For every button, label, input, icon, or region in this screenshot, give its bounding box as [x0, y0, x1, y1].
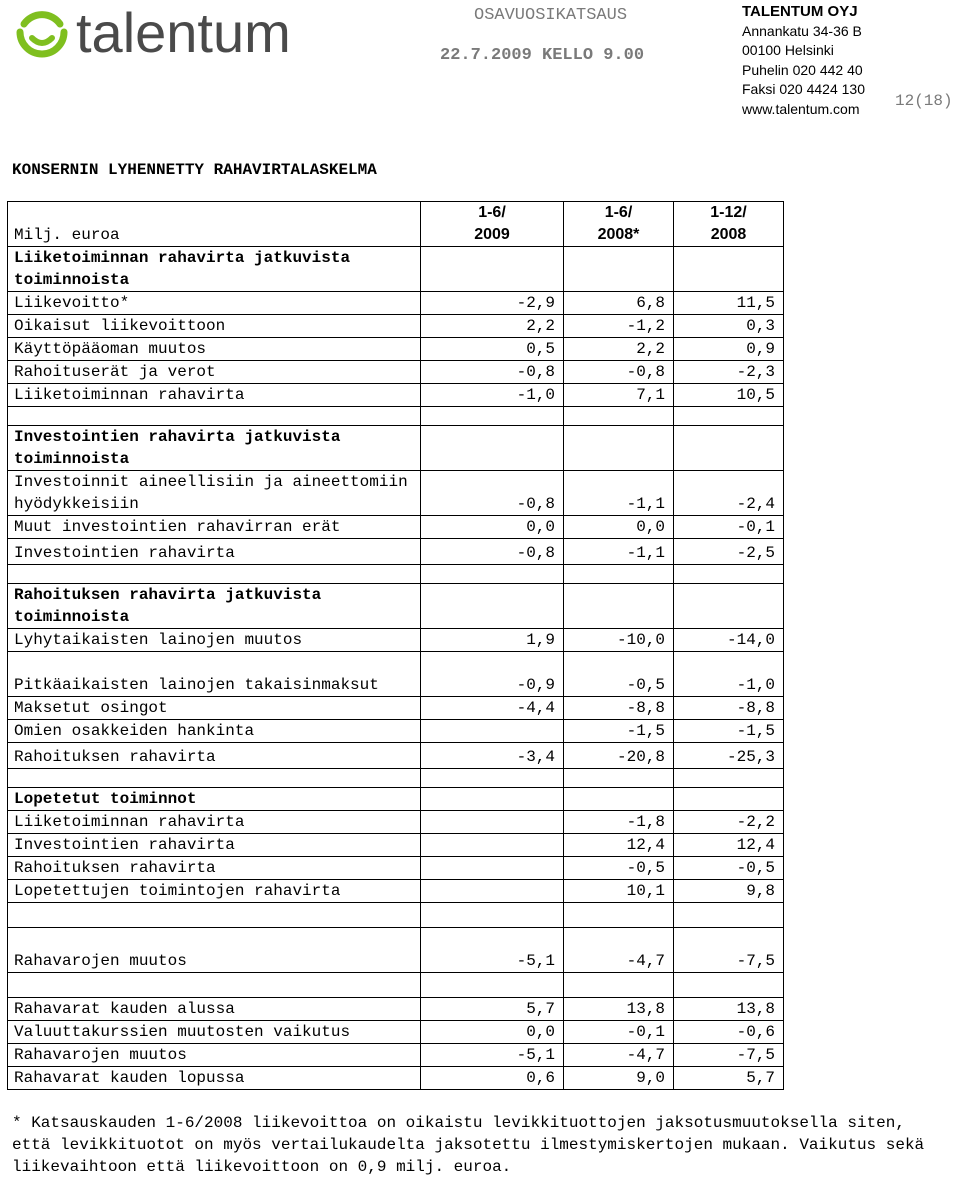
- value-cell: -2,5: [674, 539, 784, 565]
- value-cell: -14,0: [674, 629, 784, 652]
- table-row: [8, 652, 784, 697]
- value-cell: -5,1: [421, 1044, 564, 1067]
- section-heading: Lopetetut toiminnot: [8, 788, 421, 811]
- value-cell: -2,3: [674, 361, 784, 384]
- company-name: TALENTUM OYJ: [742, 3, 858, 20]
- value-cell: [564, 788, 674, 811]
- spacer-cell: [8, 769, 421, 788]
- value-cell: -2,9: [421, 292, 564, 315]
- value-cell: -20,8: [564, 743, 674, 769]
- spacer-cell: [564, 769, 674, 788]
- company-web: www.talentum.com: [742, 100, 860, 117]
- row-label: Investointien rahavirta: [8, 834, 421, 857]
- row-label: Oikaisut liikevoittoon: [8, 315, 421, 338]
- value-cell: -4,4: [421, 697, 564, 720]
- value-cell: 9,0: [564, 1067, 674, 1090]
- value-cell: 5,7: [421, 998, 564, 1021]
- unit-label: Milj. euroa: [8, 202, 421, 247]
- table-row: [8, 247, 784, 292]
- company-postcode: 00100 Helsinki: [742, 42, 834, 58]
- table-row: [8, 697, 784, 720]
- value-cell: 2,2: [564, 338, 674, 361]
- value-cell: -4,7: [564, 928, 674, 973]
- value-cell: [421, 880, 564, 903]
- company-address: Annankatu 34-36 B: [742, 22, 862, 39]
- row-label: Rahavarat kauden lopussa: [8, 1067, 421, 1090]
- spacer-cell: [8, 973, 421, 998]
- table-row: [8, 857, 784, 880]
- table-row: [8, 834, 784, 857]
- row-label: Käyttöpääoman muutos: [8, 338, 421, 361]
- value-cell: -0,6: [674, 1021, 784, 1044]
- table-row: [8, 720, 784, 743]
- table-row: [8, 743, 784, 769]
- table-row: [8, 516, 784, 539]
- value-cell: -1,5: [674, 720, 784, 743]
- table-row: [8, 1021, 784, 1044]
- spacer-cell: [674, 407, 784, 426]
- talentum-logo: [12, 2, 372, 64]
- table-row: [8, 998, 784, 1021]
- value-cell: [564, 426, 674, 471]
- value-cell: 0,0: [421, 516, 564, 539]
- value-cell: -0,8: [421, 539, 564, 565]
- value-cell: -1,8: [564, 811, 674, 834]
- value-cell: [564, 584, 674, 629]
- page-title: KONSERNIN LYHENNETTY RAHAVIRTALASKELMA: [12, 161, 377, 179]
- spacer-cell: [8, 903, 421, 928]
- value-cell: 0,0: [421, 1021, 564, 1044]
- table-row: [8, 629, 784, 652]
- table-row: [8, 880, 784, 903]
- spacer-cell: [674, 973, 784, 998]
- value-cell: 10,5: [674, 384, 784, 407]
- value-cell: 13,8: [564, 998, 674, 1021]
- value-cell: -0,5: [564, 652, 674, 697]
- value-cell: 6,8: [564, 292, 674, 315]
- value-cell: -1,1: [564, 471, 674, 516]
- logo-wordmark: talentum: [76, 2, 291, 64]
- company-info: [742, 2, 865, 119]
- section-heading: Rahoituksen rahavirta jatkuvista toiminnoista: [8, 584, 421, 629]
- value-cell: -0,8: [564, 361, 674, 384]
- spacer-cell: [564, 407, 674, 426]
- value-cell: [674, 426, 784, 471]
- row-label: Rahavarat kauden alussa: [8, 998, 421, 1021]
- value-cell: -1,0: [674, 652, 784, 697]
- value-cell: 0,9: [674, 338, 784, 361]
- table-row: [8, 811, 784, 834]
- table-row: [8, 384, 784, 407]
- value-cell: -0,1: [674, 516, 784, 539]
- value-cell: 1,9: [421, 629, 564, 652]
- value-cell: -4,7: [564, 1044, 674, 1067]
- value-cell: [421, 426, 564, 471]
- logo-mark-icon: [20, 15, 64, 54]
- value-cell: [421, 811, 564, 834]
- value-cell: [564, 247, 674, 292]
- value-cell: -0,5: [674, 857, 784, 880]
- row-label: Pitkäaikaisten lainojen takaisinmaksut: [8, 652, 421, 697]
- value-cell: [674, 584, 784, 629]
- spacer-cell: [421, 769, 564, 788]
- row-label: Liikevoitto*: [8, 292, 421, 315]
- row-label: Maksetut osingot: [8, 697, 421, 720]
- value-cell: -8,8: [674, 697, 784, 720]
- table-row: [8, 1067, 784, 1090]
- column-header: 1-6/ 2008*: [564, 202, 674, 247]
- row-label: Lyhytaikaisten lainojen muutos: [8, 629, 421, 652]
- table-row: [8, 788, 784, 811]
- value-cell: -1,0: [421, 384, 564, 407]
- page-number: 12(18): [895, 92, 953, 110]
- value-cell: [421, 247, 564, 292]
- row-label: Omien osakkeiden hankinta: [8, 720, 421, 743]
- value-cell: [421, 857, 564, 880]
- table-row: [8, 539, 784, 565]
- column-header: 1-6/ 2009: [421, 202, 564, 247]
- table-row: [8, 471, 784, 516]
- spacer-cell: [8, 565, 421, 584]
- spacer-cell: [421, 407, 564, 426]
- value-cell: 10,1: [564, 880, 674, 903]
- value-cell: 11,5: [674, 292, 784, 315]
- value-cell: 0,0: [564, 516, 674, 539]
- value-cell: 12,4: [674, 834, 784, 857]
- spacer-row: [8, 565, 784, 584]
- spacer-cell: [421, 973, 564, 998]
- value-cell: -25,3: [674, 743, 784, 769]
- cash-flow-table: [7, 201, 784, 1090]
- row-label: Lopetettujen toimintojen rahavirta: [8, 880, 421, 903]
- value-cell: -0,8: [421, 361, 564, 384]
- value-cell: [421, 720, 564, 743]
- row-label: Rahoituksen rahavirta: [8, 743, 421, 769]
- table-row: [8, 292, 784, 315]
- table-row: [8, 338, 784, 361]
- table-row: [8, 1044, 784, 1067]
- value-cell: 7,1: [564, 384, 674, 407]
- value-cell: 12,4: [564, 834, 674, 857]
- report-type: OSAVUOSIKATSAUS: [474, 6, 628, 25]
- value-cell: -0,1: [564, 1021, 674, 1044]
- value-cell: 0,6: [421, 1067, 564, 1090]
- table-header-row: [8, 202, 784, 247]
- value-cell: -1,1: [564, 539, 674, 565]
- row-label: Rahavarojen muutos: [8, 1044, 421, 1067]
- spacer-row: [8, 769, 784, 788]
- report-date-time: 22.7.2009 KELLO 9.00: [440, 46, 645, 65]
- row-label: Liiketoiminnan rahavirta: [8, 384, 421, 407]
- row-label: Rahavarojen muutos: [8, 928, 421, 973]
- company-phone: Puhelin 020 442 40: [742, 61, 863, 78]
- value-cell: 9,8: [674, 880, 784, 903]
- table-row: [8, 426, 784, 471]
- value-cell: [421, 788, 564, 811]
- section-heading: Investointien rahavirta jatkuvista toiminnoista: [8, 426, 421, 471]
- value-cell: -2,4: [674, 471, 784, 516]
- value-cell: -1,5: [564, 720, 674, 743]
- table-row: [8, 584, 784, 629]
- section-heading: Liiketoiminnan rahavirta jatkuvista toiminnoista: [8, 247, 421, 292]
- value-cell: 2,2: [421, 315, 564, 338]
- value-cell: -8,8: [564, 697, 674, 720]
- value-cell: -3,4: [421, 743, 564, 769]
- spacer-row: [8, 973, 784, 998]
- value-cell: -7,5: [674, 1044, 784, 1067]
- spacer-row: [8, 903, 784, 928]
- spacer-cell: [421, 565, 564, 584]
- value-cell: [421, 584, 564, 629]
- value-cell: [674, 788, 784, 811]
- value-cell: 0,3: [674, 315, 784, 338]
- spacer-cell: [674, 565, 784, 584]
- spacer-cell: [674, 903, 784, 928]
- value-cell: [421, 834, 564, 857]
- table-row: [8, 315, 784, 338]
- value-cell: -0,5: [564, 857, 674, 880]
- table-row: [8, 361, 784, 384]
- value-cell: 5,7: [674, 1067, 784, 1090]
- row-label: Muut investointien rahavirran erät: [8, 516, 421, 539]
- value-cell: 13,8: [674, 998, 784, 1021]
- spacer-cell: [564, 565, 674, 584]
- row-label: Valuuttakurssien muutosten vaikutus: [8, 1021, 421, 1044]
- spacer-cell: [564, 903, 674, 928]
- row-label: Investointien rahavirta: [8, 539, 421, 565]
- value-cell: -7,5: [674, 928, 784, 973]
- row-label: Investoinnit aineellisiin ja aineettomiin hyödykkeisiin: [8, 471, 421, 516]
- footnote: * Katsauskauden 1-6/2008 liikevoittoa on oikaistu levikkituottojen jaksotusmuutoksella siten, että levikkituotot on myös vertailukaudelta jaksotettu ilmestymiskertojen mukaan. Vaikutus sekä liikevaihtoon että liikevoittoon on 0,9 milj. euroa.: [12, 1114, 925, 1176]
- value-cell: -10,0: [564, 629, 674, 652]
- value-cell: -2,2: [674, 811, 784, 834]
- value-cell: [674, 247, 784, 292]
- value-cell: -1,2: [564, 315, 674, 338]
- column-header: 1-12/ 2008: [674, 202, 784, 247]
- value-cell: -0,8: [421, 471, 564, 516]
- value-cell: 0,5: [421, 338, 564, 361]
- row-label: Rahoituserät ja verot: [8, 361, 421, 384]
- row-label: Rahoituksen rahavirta: [8, 857, 421, 880]
- spacer-cell: [421, 903, 564, 928]
- value-cell: -5,1: [421, 928, 564, 973]
- spacer-cell: [674, 769, 784, 788]
- spacer-row: [8, 407, 784, 426]
- company-fax: Faksi 020 4424 130: [742, 81, 865, 97]
- spacer-cell: [8, 407, 421, 426]
- value-cell: -0,9: [421, 652, 564, 697]
- spacer-cell: [564, 973, 674, 998]
- row-label: Liiketoiminnan rahavirta: [8, 811, 421, 834]
- table-row: [8, 928, 784, 973]
